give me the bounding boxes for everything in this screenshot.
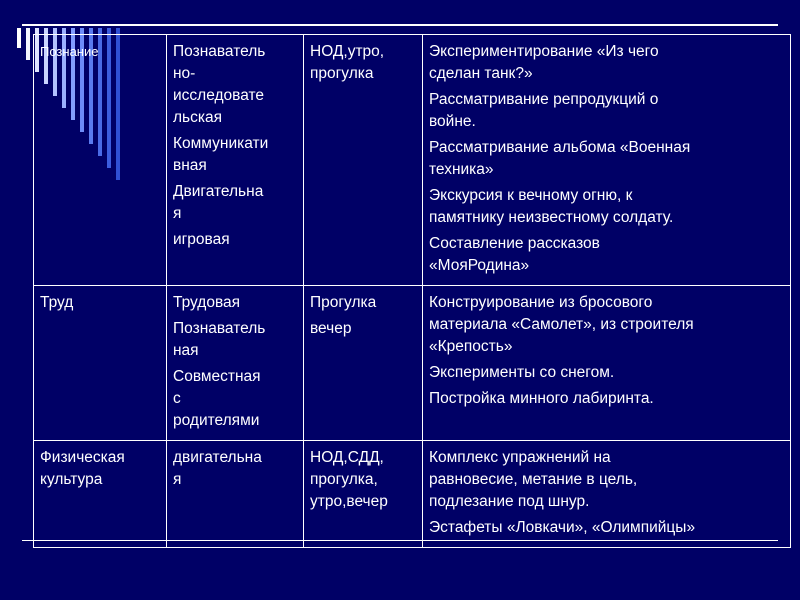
activity-text: игровая [173, 231, 230, 248]
table-row [34, 286, 791, 441]
content-text: Эксперименты со снегом. [429, 364, 615, 381]
content-cell [423, 286, 791, 441]
content-text: Экспериментирование «Из чего [429, 43, 659, 60]
activity-text: Двигательна [173, 183, 264, 200]
activity-text: но- [173, 65, 196, 82]
content-text: Конструирование из бросового [429, 294, 653, 311]
content-text: «МояРодина» [429, 257, 530, 274]
activity-text: Познаватель [173, 43, 266, 60]
time-text: вечер [310, 320, 352, 337]
activity-text: с [173, 390, 181, 407]
time-text: утро,вечер [310, 493, 388, 510]
horizontal-rule [22, 540, 778, 541]
time-cell [304, 441, 423, 548]
content-text: техника» [429, 161, 494, 178]
content-text: равновесие, метание в цель, [429, 471, 638, 488]
activities-cell [167, 441, 304, 548]
activity-text: я [173, 205, 182, 222]
content-text: войне. [429, 113, 476, 130]
activity-text: Совместная [173, 368, 261, 385]
content-text: Постройка минного лабиринта. [429, 390, 654, 407]
content-text: Рассматривание альбома «Военная [429, 139, 691, 156]
activity-text: льская [173, 109, 223, 126]
area-cell [34, 35, 167, 286]
table-row [34, 441, 791, 548]
top-rule [22, 24, 778, 26]
area-cell [34, 286, 167, 441]
time-cell [304, 35, 423, 286]
content-text: материала «Самолет», из строителя [429, 316, 694, 333]
content-text: Составление рассказов [429, 235, 600, 252]
time-text: Прогулка [310, 294, 377, 311]
content-text: Комплекс упражнений на [429, 449, 611, 466]
area-label: Труд [40, 294, 74, 311]
activity-text: исследовате [173, 87, 265, 104]
content-text: памятнику неизвестному солдату. [429, 209, 674, 226]
activity-text: вная [173, 157, 207, 174]
table-row [34, 35, 791, 286]
activity-text: двигательна [173, 449, 262, 466]
time-text: прогулка, [310, 471, 378, 488]
activity-text: ная [173, 342, 199, 359]
content-text: Эстафеты «Ловкачи», «Олимпийцы» [429, 519, 696, 536]
content-text: «Крепость» [429, 338, 513, 355]
activities-cell [167, 35, 304, 286]
activity-text: Коммуникати [173, 135, 269, 152]
time-text: НОД,утро, [310, 43, 385, 60]
activity-plan-table [33, 34, 791, 548]
content-cell [423, 441, 791, 548]
area-label: культура [40, 471, 103, 488]
content-text: подлезание под шнур. [429, 493, 590, 510]
area-label: Физическая [40, 449, 125, 466]
area-cell [34, 441, 167, 548]
content-cell [423, 35, 791, 286]
activity-text: я [173, 471, 182, 488]
area-label: Познание [40, 44, 99, 59]
content-text: сделан танк?» [429, 65, 533, 82]
time-text: НОД,СДД, [310, 449, 384, 466]
time-cell [304, 286, 423, 441]
content-text: Рассматривание репродукций о [429, 91, 659, 108]
content-text: Экскурсия к вечному огню, к [429, 187, 633, 204]
time-text: прогулка [310, 65, 374, 82]
activity-text: Трудовая [173, 294, 241, 311]
activity-text: родителями [173, 412, 260, 429]
activity-text: Познаватель [173, 320, 266, 337]
activities-cell [167, 286, 304, 441]
